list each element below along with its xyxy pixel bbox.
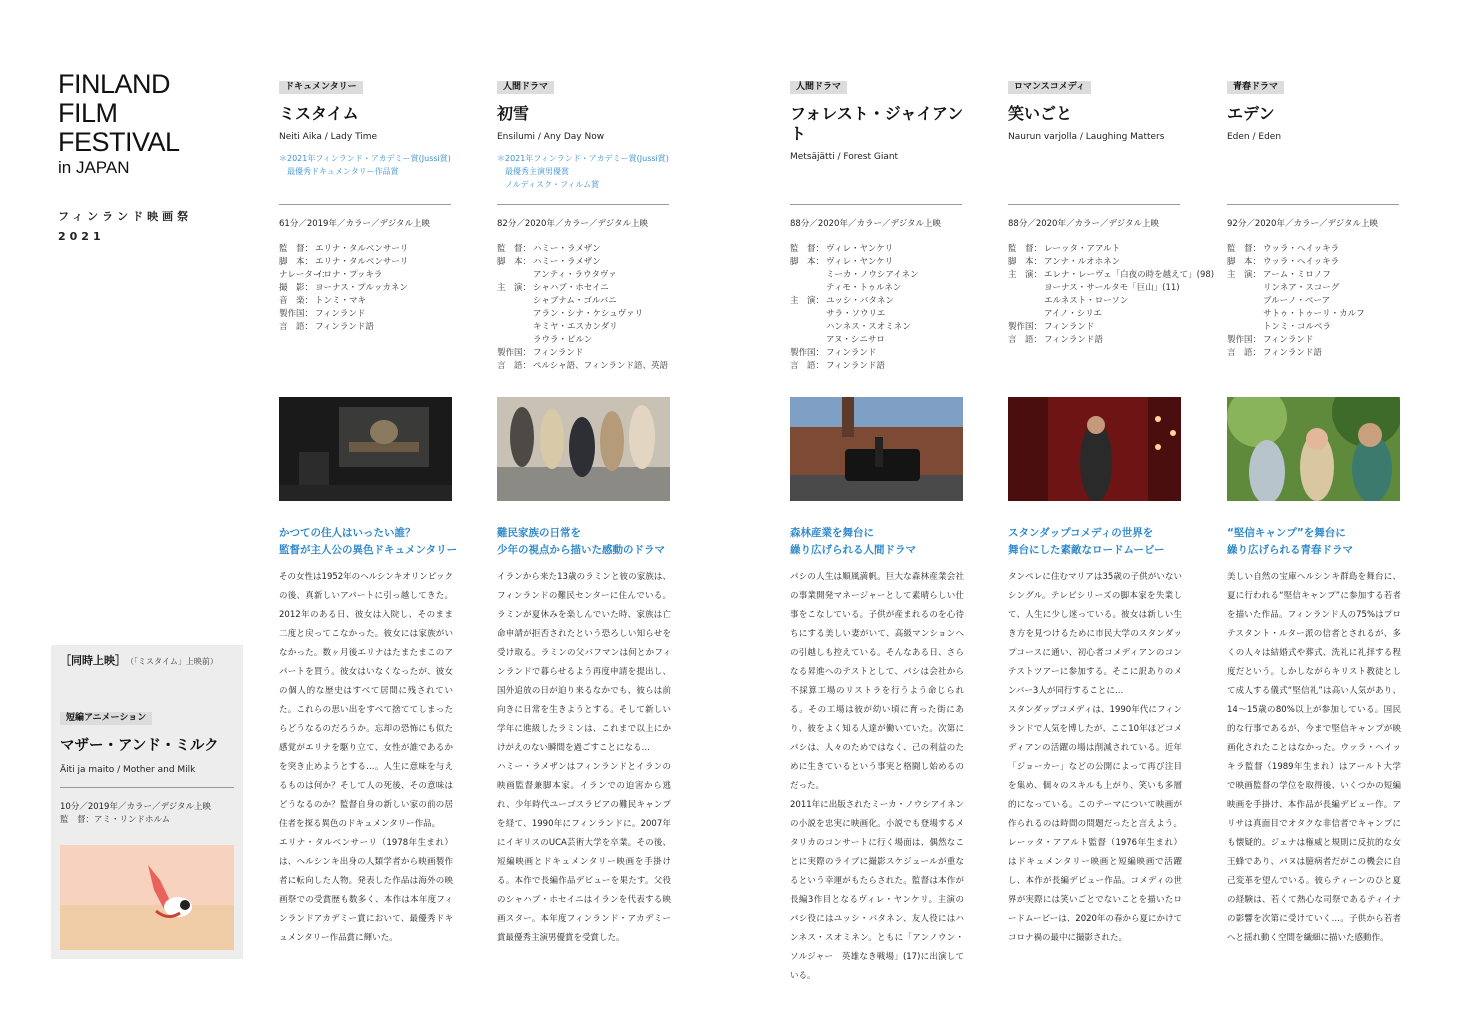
credit-role: 脚 本： [1008, 257, 1043, 267]
credit-names: トンミ・マキ [315, 296, 367, 306]
brand-line-film: FILM [58, 98, 118, 128]
credit-names: キミヤ・エスカンダリ [533, 322, 618, 332]
credit-row [790, 308, 980, 321]
credit-role [1227, 295, 1263, 308]
credit-row [790, 269, 980, 282]
credit-role [1008, 282, 1044, 295]
credit-role [497, 269, 533, 282]
synopsis-paragraph: 美しい自然の宝庫ヘルシンキ群島を舞台に、夏に行われる“堅信キャンプ”に参加する若者を描いた作品。フィンランド人の75%はプロテスタント・ルター派の信者とされるが、多くの人々は結婚式や葬式、洗礼に礼拝する程度だという。しかしながらキリスト教徒として成人する儀式“堅信礼”は高い人気があり、14〜15歳の80%以上が参加している。国民的な行事であるが、今まで堅信キャンプが映画化されたことはなかった。ウッラ・ヘイッキラ監督（1989年生まれ）はアールト大学で映画監督の学位を取得後、いくつかの短編映画を手掛け、本作品が長編デビュー作。アリサは真面目でオタクな非信者でキャンプにも懐疑的。ジェナは権威と規則に反抗的な女王蜂であり、パヌは臆病者だがこの機会に自己変革を望んでいる。彼らティーンのひと夏の経験は、若くて熱心な司祭であるティイナの影響を次第に受けていく…。子供から若者へと揺れ動く空間を繊細に描いた感動作。 [1227, 572, 1401, 943]
credit-role [1227, 321, 1263, 334]
credit-names: サトゥ・トゥーリ・カルフ [1263, 309, 1365, 319]
original-title: Neiti Aika / Lady Time [279, 132, 378, 142]
credits-list [497, 243, 687, 373]
synopsis-paragraph: タンペレに住むマリアは35歳の子供がいないシングル。テレビシリーズの脚本家を失業して、人生に少し迷っている。彼女は新しい生き方を見つけるために市民大学のスタンダップコースに通い、初心者コメディアンのコンテストツアーに参加する。そこに訳ありのメンバー3人が同行することに… [1008, 572, 1182, 696]
credit-names: リンネア・スコーグ [1263, 283, 1340, 293]
synopsis-paragraph: パシの人生は順風満帆。巨大な森林産業会社の事業開発マネージャーとして素晴らしい仕事をこなしている。子供が産まれるのを心待ちにする美しい妻がいて、高級マンションへの引越しも控えている。そんなある日、さらなる昇進へのテストとして、パシは会社から不採算工場のリストラを行うよう命じられる。その工場は彼が幼い頃に育った街にあり、彼をよく知る人達が働いていた。次第にパシは、人々のためではなく、己の利益のために生きているという事実と格闘し始めるのだった。 [790, 572, 964, 791]
credit-row [1008, 308, 1198, 321]
credit-row [279, 321, 469, 334]
credit-role: 監 督： [60, 815, 95, 825]
divider [1227, 204, 1399, 205]
credit-row [497, 269, 687, 282]
original-title: Metsäjätti / Forest Giant [790, 152, 899, 162]
credit-row [1227, 321, 1417, 334]
credit-row [497, 347, 687, 360]
award-note: ＊2021年フィンランド・アカデミー賞(Jussi賞) 最優秀主演男優賞 ノルディスク・フィルム賞 [497, 154, 669, 189]
credit-names: ユッシ・バタネン [826, 296, 894, 306]
credit-names: シャハブ・ホセイニ [533, 283, 609, 293]
credit-role: 主 演： [790, 296, 825, 306]
credit-row [790, 360, 980, 373]
credit-role: 言 語： [1008, 335, 1043, 345]
credit-row [790, 243, 980, 256]
film-title: 笑いごと [1008, 104, 1073, 123]
film-title: エデン [1227, 104, 1275, 123]
film-title: ミスタイム [279, 104, 359, 123]
credit-role: 主 演： [497, 283, 532, 293]
credit-row [1227, 334, 1417, 347]
credit-row [279, 256, 469, 269]
credit-role [790, 334, 826, 347]
tagline: 難民家族の日常を 少年の視点から描いた感動のドラマ [497, 527, 665, 556]
genre-tag: ロマンスコメディ [1008, 81, 1091, 94]
credit-role [1227, 282, 1263, 295]
credit-row [279, 282, 469, 295]
credit-role: 言 語： [1227, 348, 1262, 358]
credit-names: アンナ・ルオホネン [1044, 257, 1121, 267]
genre-tag: 青春ドラマ [1227, 81, 1284, 94]
credit-names: ミーカ・ノウシアイネン [826, 270, 919, 280]
credit-row [790, 295, 980, 308]
credit-role [1227, 308, 1263, 321]
film-still [790, 397, 963, 501]
credit-row [1227, 282, 1417, 295]
short-film-title: マザー・アンド・ミルク [60, 738, 219, 754]
credit-row [790, 256, 980, 269]
film-column-any-day-now [497, 74, 671, 943]
credit-names: ヴィレ・ヤンケリ [826, 257, 894, 267]
credit-row [497, 256, 687, 269]
film-column-lady-time [279, 74, 458, 943]
credit-role: 製作国： [279, 309, 314, 319]
film-still [1008, 397, 1181, 501]
synopsis [1227, 568, 1401, 948]
credit-role: 言 語： [279, 322, 314, 332]
film-still [279, 397, 452, 501]
credit-names: エルネスト・ローソン [1044, 296, 1129, 306]
credit-role: 撮 影： [279, 283, 314, 293]
credit-row [1227, 308, 1417, 321]
credits-list [1227, 243, 1417, 360]
credit-role [497, 308, 533, 321]
credits-list [790, 243, 980, 373]
film-still [1227, 397, 1400, 501]
credit-names: フィンランド [1263, 335, 1314, 345]
credits-list [279, 243, 469, 334]
credit-role [790, 308, 826, 321]
credit-role: 言 語： [497, 361, 532, 371]
credit-names: ヴィレ・ヤンケリ [826, 244, 894, 254]
credit-role: 監 督： [279, 244, 314, 254]
credit-row [1008, 334, 1198, 347]
credit-role: 言 語： [790, 361, 825, 371]
credit-role: 主 演： [1008, 270, 1043, 280]
credit-role [790, 321, 826, 334]
credit-row [279, 269, 469, 282]
credit-names: ハミー・ラメザン [533, 257, 601, 267]
credit-row [790, 347, 980, 360]
synopsis [279, 568, 453, 948]
synopsis [1008, 568, 1182, 948]
synopsis-paragraph: その女性は1952年のヘルシンキオリンピックの後、真新しいアパートに引っ越してきた。2012年のある日、彼女は入院し、そのまま二度と戻ってこなかった。彼女には家族がいなかった。数ヶ月後エリナはたまたまこのアパートを買う。彼女はいなくなったが、彼女の個人的な歴史はすべて居間に残されていた。これらの思い出をすべて捨ててしまったらどうなるのだろうか。忘却の恐怖にも似た感覚がエリナを駆り立て、女性が誰であるかを突き止めようとする…。人生に意味を与えるものは何か？そして人の死後、その意味はどうなるのか？監督自身の新しい家の前の居住者を探る異色のドキュメンタリー作品。 [279, 572, 453, 829]
brand-line-festival: FESTIVAL [58, 127, 180, 157]
credit-role [1008, 308, 1044, 321]
credit-row [279, 308, 469, 321]
credit-role: 脚 本： [790, 257, 825, 267]
credit-names: フィンランド [315, 309, 366, 319]
credit-names: エレナ・レーヴェ「白夜の時を越えて」(98) [1044, 270, 1215, 280]
credit-row [497, 295, 687, 308]
film-spec: 82分／2020年／カラー／デジタル上映 [497, 219, 648, 229]
credit-role: 製作国： [1008, 322, 1043, 332]
synopsis-paragraph: エリナ・タルベンサーリ（1978年生まれ）は、ヘルシンキ出身の人類学者から映画製作者に転向した人物。発表した作品は海外の映画祭での受賞歴も数多く、本作は本年度フィンランドアカデミー賞において、最優秀ドキュメンタリー作品賞に輝いた。 [279, 838, 453, 943]
credit-names: ラウラ・ビルン [533, 335, 593, 345]
divider [60, 787, 234, 788]
credit-row [497, 360, 687, 373]
tagline: “堅信キャンプ”を舞台に 繰り広げられる青春ドラマ [1227, 527, 1353, 556]
original-title: Eden / Eden [1227, 132, 1282, 142]
genre-tag: ドキュメンタリー [279, 81, 363, 94]
short-film-original-title: Äiti ja maito / Mother and Milk [60, 765, 196, 775]
film-spec: 61分／2019年／カラー／デジタル上映 [279, 219, 430, 229]
credit-role: 製作国： [1227, 335, 1262, 345]
synopsis-paragraph: イランから来た13歳のラミンと彼の家族は、フィンランドの難民センターに住んでいる。ラミンが夏休みを楽しんでいた時、家族は亡命申請が拒否されたという恐ろしい知らせを受け取る。ラミンの父バフマンは何とかフィンランドで暮らせるよう再度申請を提出し、国外追放の日が迫り来るなかでも、彼らは前向きに日常を生きようとする。そして新しい学年に進級したラミンは、これまで以上にかけがえのない瞬間を過ごすことになる… [497, 572, 671, 753]
credit-role: ナレーター： [279, 270, 330, 280]
credit-row [1227, 243, 1417, 256]
credit-role: 主 演： [1227, 270, 1262, 280]
synopsis [790, 568, 964, 986]
film-spec: 88分／2020年／カラー／デジタル上映 [790, 219, 941, 229]
credit-names: ペルシャ語、フィンランド語、英語 [533, 361, 668, 371]
heading-text: ［同時上映］ [60, 654, 126, 667]
credit-row [790, 282, 980, 295]
original-title: Ensilumi / Any Day Now [497, 132, 605, 142]
credit-names: フィンランド語 [315, 322, 374, 332]
brand-line-finland: FINLAND [58, 69, 171, 99]
film-column-laughing-matters [1008, 74, 1215, 943]
short-film-spec: 10分／2019年／カラー／デジタル上映 [60, 802, 211, 812]
credit-role: 監 督： [790, 244, 825, 254]
credits-list [1008, 243, 1215, 347]
credit-role [790, 269, 826, 282]
credit-role [497, 295, 533, 308]
credit-names: フィンランド [826, 348, 877, 358]
credit-names: ヨーナス・プルッカネン [315, 283, 408, 293]
simultaneous-screening-box [51, 645, 243, 959]
synopsis-paragraph: スタンダップコメディは、1990年代にフィンランドで人気を博したが、ここ10年ほどコメディアンの活躍の場は削減されている。近年「ジョーカー」などの公開によって再び注目を集め、個々のスキルも上がり、笑いも多層的になっている。このテーマについて映画が作られるのは時間の問題だったと言えよう。レーッタ・アアルト監督（1976年生まれ）はドキュメンタリー映画と短編映画で活躍し、本作が長編デビュー作品。コメディの世界が実際には笑いごとでないことを描いたロードムービーは、2020年の春から夏にかけてコロナ禍の最中に撮影された。 [1008, 705, 1182, 943]
brand-year: 2021 [58, 230, 105, 243]
credit-names: ティモ・トゥルネン [826, 283, 902, 293]
credit-role: 監 督： [1008, 244, 1043, 254]
synopsis-paragraph: 2011年に出版されたミーカ・ノウシアイネンの小説を忠実に映画化。小説でも登場するメタリカのコンサートに行く場面は、偶然なことに実際のライブに撮影スケジュールが重なるという幸運がもたらされた。監督は本作が長編3作目となるヴィレ・ヤンケリ。主演のパシ役にはユッシ・バタネン、友人役にはハンネス・スオミネン。ともに「アンノウン・ソルジャー 英雄なき戦場」(17)に出演している。 [790, 800, 964, 981]
credit-row [1227, 295, 1417, 308]
short-film-credit [60, 814, 170, 827]
credit-row [1008, 282, 1198, 295]
credit-names: アイノ・シリエ [1044, 309, 1103, 319]
tagline: 森林産業を舞台に 繰り広げられる人間ドラマ [790, 527, 916, 556]
credit-names: フィンランド [533, 348, 584, 358]
credit-row [497, 243, 687, 256]
credit-names: サラ・ソウリエ [826, 309, 886, 319]
credit-names: ブルーノ・ベーア [1263, 296, 1331, 306]
simultaneous-screening-heading [60, 654, 218, 669]
original-title: Naurun varjolla / Laughing Matters [1008, 132, 1165, 142]
credit-row [1008, 321, 1198, 334]
credit-role: 監 督： [497, 244, 532, 254]
credit-row [1227, 347, 1417, 360]
award-note: ＊2021年フィンランド・アカデミー賞(Jussi賞) 最優秀ドキュメンタリー作品賞 [279, 154, 451, 176]
credit-row [1227, 256, 1417, 269]
film-still [497, 397, 670, 501]
synopsis-paragraph: ハミー・ラメザンはフィンランドとイランの映画監督兼脚本家。イランでの迫害から逃れ、少年時代ユーゴスラビアの難民キャンプを経て、1990年にフィンランドに。2007年にイギリスのUCA芸術大学を卒業。その後、短編映画とドキュメンタリー映画を手掛ける。本作で長編作品デビューを果たす。父役のシャハブ・ホセイニはイランを代表する映画スター。本年度フィンランド・アカデミー賞最優秀主演男優賞を受賞した。 [497, 762, 671, 943]
synopsis [497, 568, 671, 948]
film-title: 初雪 [497, 104, 530, 123]
credit-names: フィンランド語 [826, 361, 885, 371]
credit-role: 製作国： [790, 348, 825, 358]
credit-names: ヨーナス・サールタモ「巨山」(11) [1044, 283, 1180, 293]
film-spec: 92分／2020年／カラー／デジタル上映 [1227, 219, 1378, 229]
credit-row [279, 295, 469, 308]
divider [790, 204, 962, 205]
credit-row [497, 321, 687, 334]
divider [497, 204, 669, 205]
credit-role: 監 督： [1227, 244, 1262, 254]
credit-row [790, 334, 980, 347]
tagline: かつての住人はいったい誰？ 監督が主人公の異色ドキュメンタリー [279, 527, 458, 556]
credit-names: シャブナム・ゴルバニ [533, 296, 617, 306]
credit-row [1008, 269, 1215, 282]
heading-note: （「ミスタイム」上映前） [130, 657, 218, 666]
credit-row [1008, 256, 1198, 269]
genre-tag: 人間ドラマ [790, 81, 847, 94]
credit-row [1008, 243, 1198, 256]
credit-names: ウッラ・ヘイッキラ [1263, 257, 1340, 267]
credit-role [790, 282, 826, 295]
film-spec: 88分／2020年／カラー／デジタル上映 [1008, 219, 1159, 229]
festival-brand [58, 70, 248, 247]
credit-row [1008, 295, 1198, 308]
credit-names: フィンランド語 [1263, 348, 1322, 358]
divider [1008, 204, 1180, 205]
credit-role: 製作国： [497, 348, 532, 358]
credit-role: 脚 本： [497, 257, 532, 267]
divider [279, 204, 451, 205]
film-column-forest-giant [790, 74, 964, 981]
credit-row [497, 334, 687, 347]
brand-line-in-japan: in JAPAN [58, 158, 130, 177]
credit-names: イロナ・プッキラ [315, 270, 383, 280]
credit-names: エリナ・タルベンサーリ [315, 244, 409, 254]
film-column-eden [1227, 74, 1401, 943]
credit-row [497, 282, 687, 295]
credit-names: アヌ・シニサロ [826, 335, 885, 345]
credit-role: 脚 本： [279, 257, 314, 267]
credit-role [1008, 295, 1044, 308]
credit-row [790, 321, 980, 334]
credit-names: アミ・リンドホルム [94, 815, 171, 825]
credit-role [497, 334, 533, 347]
credit-names: アーム・ミロノフ [1263, 270, 1331, 280]
credit-names: フィンランド [1044, 322, 1095, 332]
credit-names: フィンランド語 [1044, 335, 1103, 345]
credit-role: 脚 本： [1227, 257, 1262, 267]
credit-row [497, 308, 687, 321]
tagline: スタンダップコメディの世界を 舞台にした素敵なロードムービー [1008, 527, 1165, 556]
credit-names: ウッラ・ヘイッキラ [1263, 244, 1340, 254]
genre-tag: 短編アニメーション [60, 712, 152, 725]
credit-role [497, 321, 533, 334]
genre-tag: 人間ドラマ [497, 81, 554, 94]
credit-row [1227, 269, 1417, 282]
credit-names: アンティ・ラウタヴァ [533, 270, 617, 280]
credit-names: レーッタ・アアルト [1044, 244, 1121, 254]
credit-names: ハミー・ラメザン [533, 244, 601, 254]
short-film-still [60, 845, 234, 950]
credit-names: トンミ・コルベラ [1263, 322, 1332, 332]
credit-names: エリナ・タルベンサーリ [315, 257, 409, 267]
film-title: フォレスト・ジャイアント [790, 104, 964, 143]
credit-role: 音 楽： [279, 296, 314, 306]
credit-names: ハンネス・スオミネン [826, 322, 911, 332]
brand-jp-name: フィンランド映画祭 [58, 210, 193, 223]
credit-row [279, 243, 469, 256]
credit-names: アラン・シナ・ケシュヴァリ [533, 309, 644, 319]
